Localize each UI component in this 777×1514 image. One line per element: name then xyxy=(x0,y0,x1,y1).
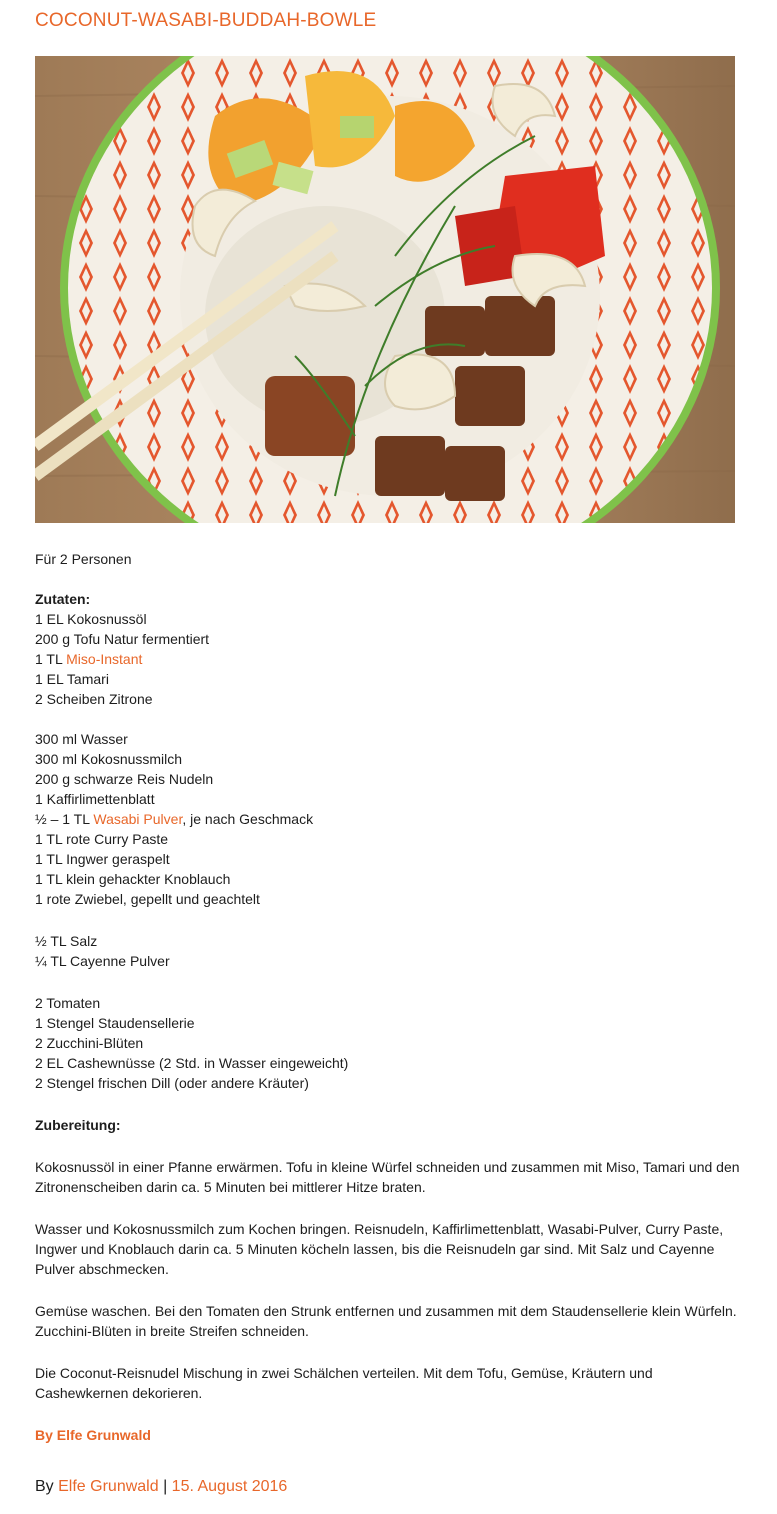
ingredient-line: 300 ml Wasser xyxy=(35,731,128,747)
ingredient-line: 1 EL Kokosnussöl xyxy=(35,611,147,627)
ingredient-line: 2 EL Cashewnüsse (2 Std. in Wasser eingeweicht) xyxy=(35,1055,349,1071)
ingredient-line: 1 TL rote Curry Paste xyxy=(35,831,169,847)
ingredient-line: 1 TL Ingwer geraspelt xyxy=(35,851,170,867)
ingredient-line: 1 rote Zwiebel, gepellt und geachtelt xyxy=(35,891,260,907)
preparation-heading: Zubereitung: xyxy=(35,1117,121,1133)
buddha-bowl-image xyxy=(35,56,735,523)
ingredient-line: 300 ml Kokosnussmilch xyxy=(35,751,183,767)
ingredient-line: ¼ TL Cayenne Pulver xyxy=(35,953,170,969)
ingredient-line: 2 Stengel frischen Dill (oder andere Kräuter) xyxy=(35,1075,309,1091)
wasabi-pulver-link[interactable]: Wasabi Pulver xyxy=(93,811,183,827)
ingredient-line-wasabi: ½ – 1 TL Wasabi Pulver, je nach Geschmack xyxy=(35,811,314,827)
preparation-step: Wasser und Kokosnussmilch zum Kochen bringen. Reisnudeln, Kaffirlimettenblatt, Wasabi-Pulver, Curry Paste, Ingwer und Knoblauch darin ca. 5 Minuten köcheln lassen, bis die Reisnudeln gar sind. Mit Salz und Cayenne Pulver abschmecken. xyxy=(35,1221,724,1277)
ingredient-line: 200 g Tofu Natur fermentiert xyxy=(35,631,210,647)
author-link[interactable]: Elfe Grunwald xyxy=(58,1478,159,1495)
servings: Für 2 Personen xyxy=(35,551,132,567)
preparation-step: Die Coconut-Reisnudel Mischung in zwei Schälchen verteilen. Mit dem Tofu, Gemüse, Kräutern und Cashewkernen dekorieren. xyxy=(35,1365,653,1401)
ingredient-line-miso: 1 TL Miso-Instant xyxy=(35,651,143,667)
ingredient-line: 2 Tomaten xyxy=(35,995,101,1011)
ingredient-line: 1 Stengel Staudensellerie xyxy=(35,1015,195,1031)
preparation-step: Gemüse waschen. Bei den Tomaten den Strunk entfernen und zusammen mit dem Staudensellerie klein Würfeln. Zucchini-Blüten in breite Streifen schneiden. xyxy=(35,1303,737,1339)
ingredient-line: 1 TL klein gehackter Knoblauch xyxy=(35,871,231,887)
ingredient-line: ½ TL Salz xyxy=(35,933,98,949)
post-byline: By Elfe Grunwald | 15. August 2016 xyxy=(35,1478,288,1495)
ingredient-line: 2 Zucchini-Blüten xyxy=(35,1035,144,1051)
post-date-link[interactable]: 15. August 2016 xyxy=(171,1478,288,1495)
ingredient-line: 2 Scheiben Zitrone xyxy=(35,691,153,707)
recipe-photo xyxy=(35,56,735,523)
miso-instant-link[interactable]: Miso-Instant xyxy=(66,651,143,667)
recipe-author-signature: By Elfe Grunwald xyxy=(35,1427,151,1443)
ingredient-line: 200 g schwarze Reis Nudeln xyxy=(35,771,214,787)
ingredient-line: 1 EL Tamari xyxy=(35,671,109,687)
preparation-step: Kokosnussöl in einer Pfanne erwärmen. Tofu in kleine Würfel schneiden und zusammen mit Miso, Tamari und den Zitronenscheiben darin ca. 5 Minuten bei mittlerer Hitze braten. xyxy=(35,1159,740,1195)
recipe-content xyxy=(35,549,740,1445)
post-title: COCONUT-WASABI-BUDDAH-BOWLE xyxy=(35,10,377,31)
ingredients-heading: Zutaten: xyxy=(35,591,91,607)
ingredient-line: 1 Kaffirlimettenblatt xyxy=(35,791,155,807)
